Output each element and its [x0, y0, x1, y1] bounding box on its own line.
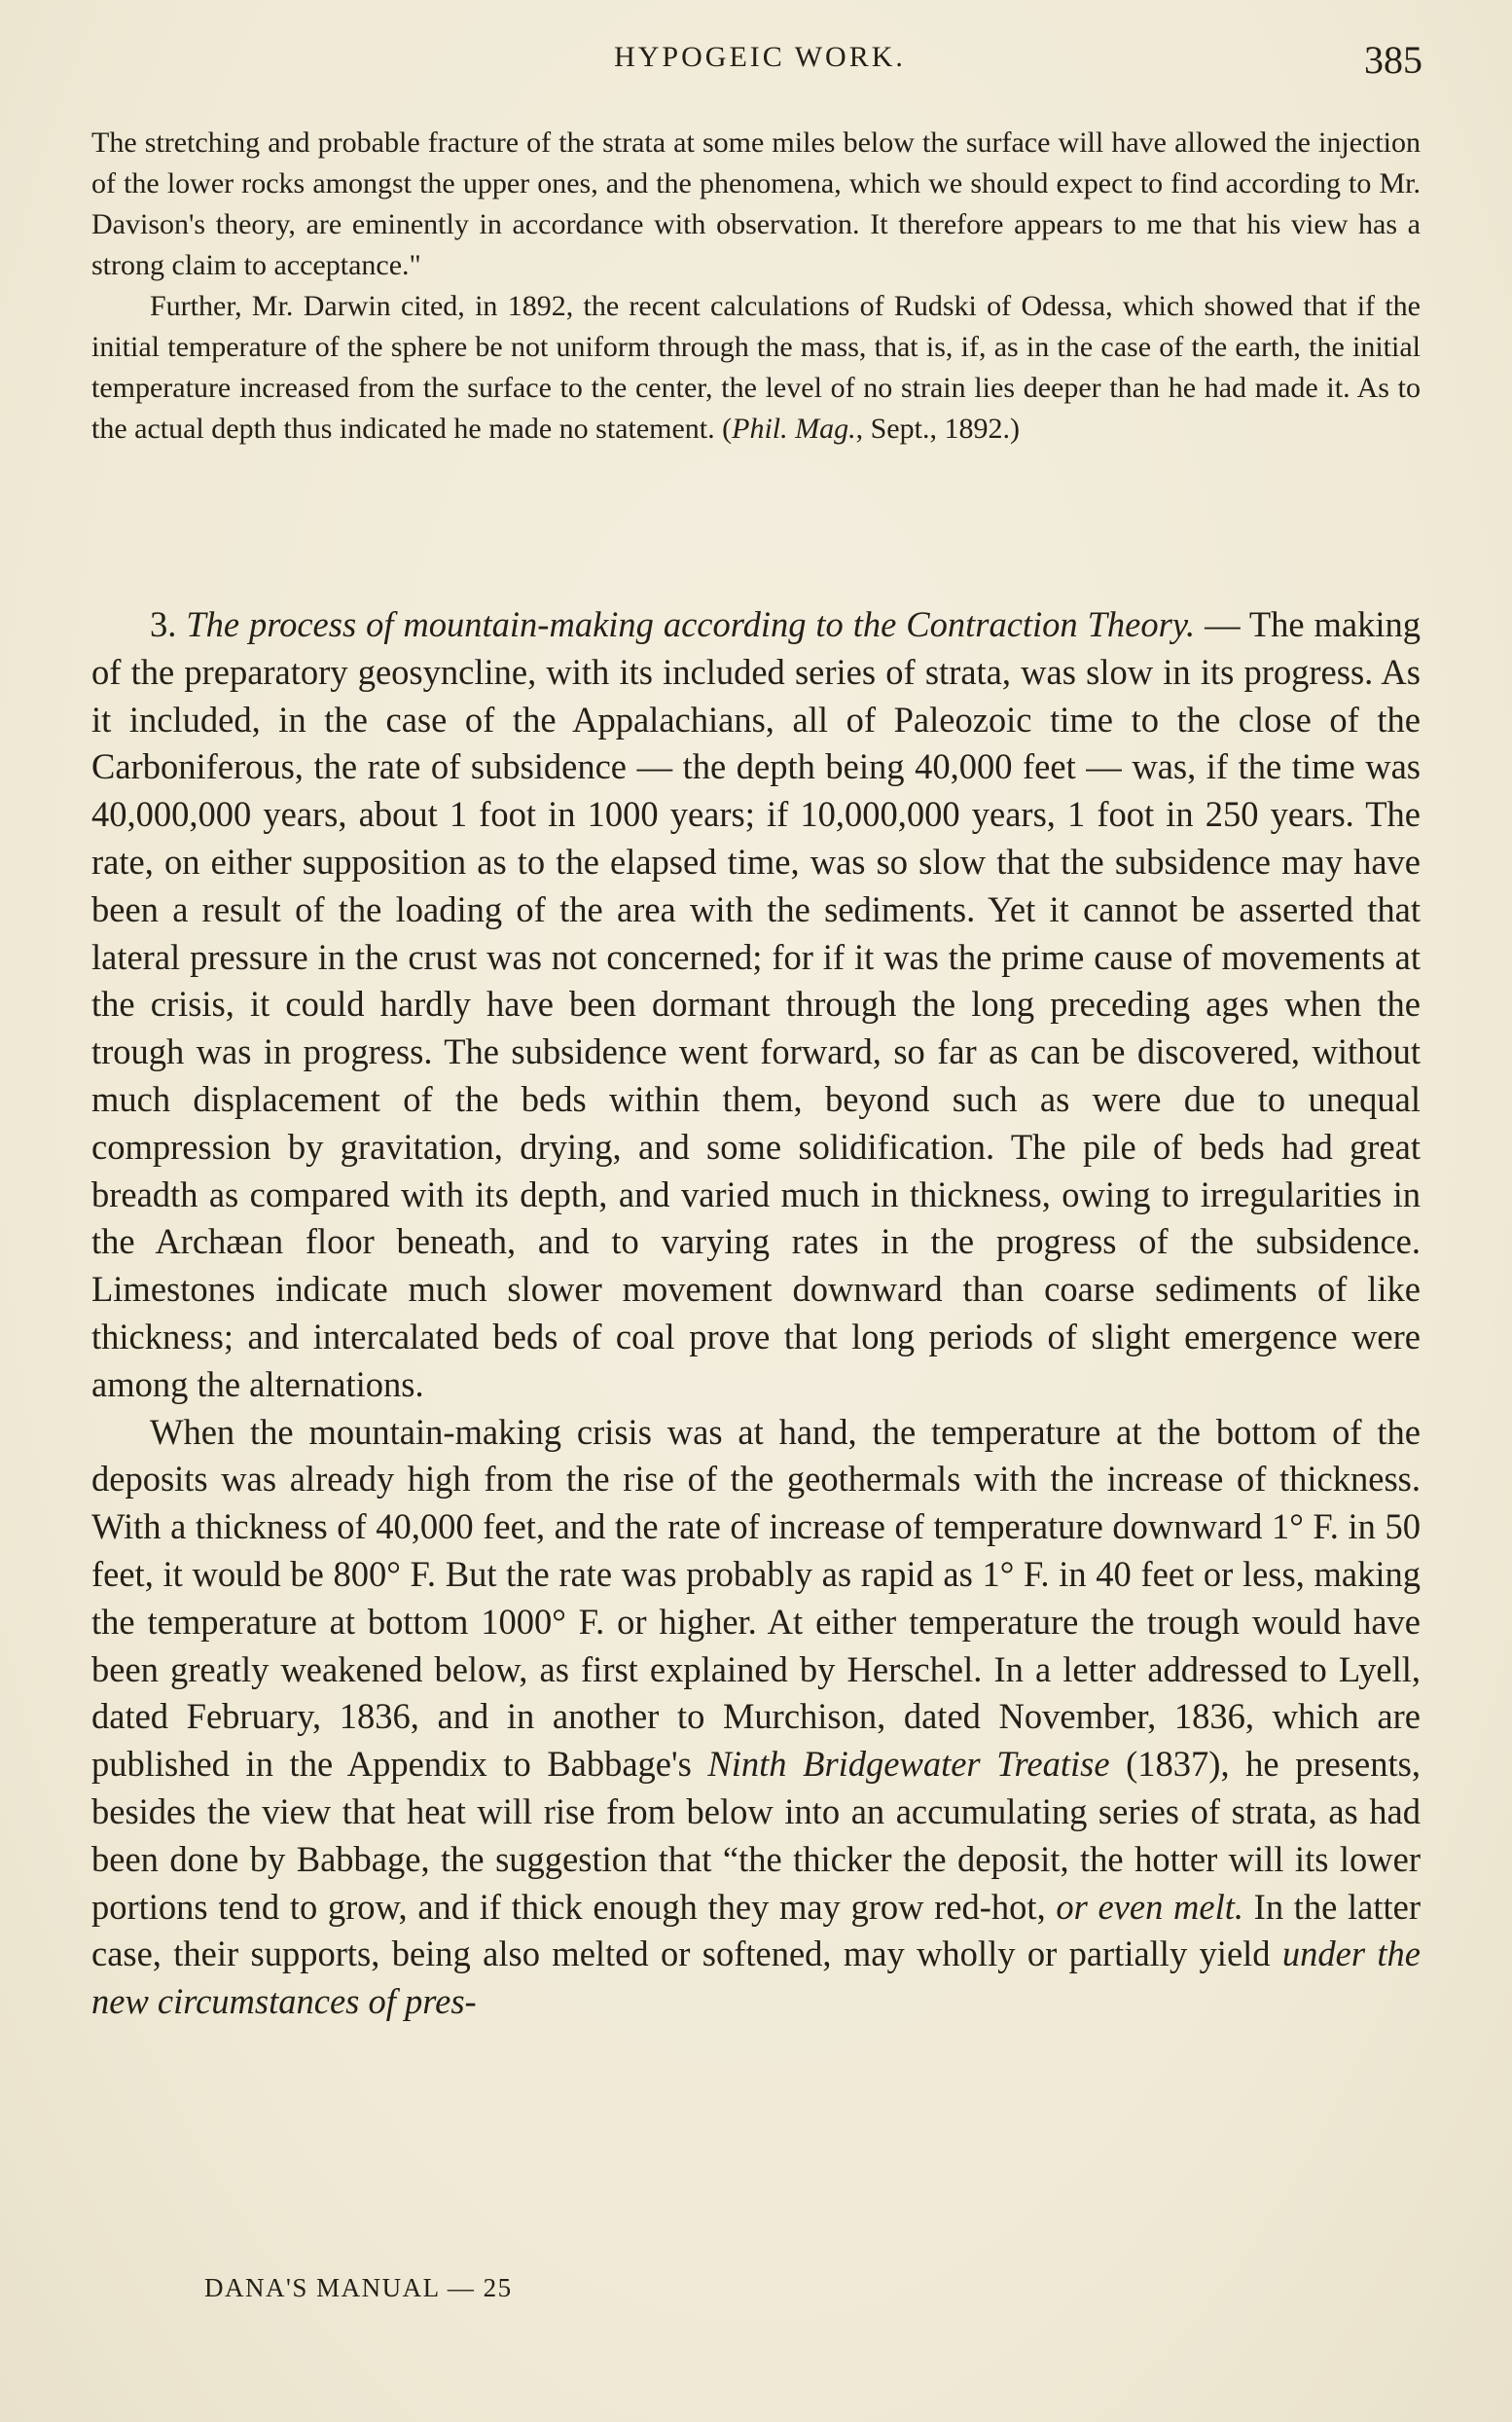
running-head	[91, 37, 1428, 86]
page-number: 385	[1364, 38, 1422, 82]
quote-paragraph-2-text-a: Further, Mr. Darwin cited, in 1892, the recent calculations of Rudski of Odessa, which showed that if the initial temperature of the sphere be not uniform through the mass, that is, if, as in the case of the earth, the initial temperature increased from the surface to the center, the level of no strain lies deeper than he had made it. As to the actual depth thus indicated he made no statement. (	[91, 290, 1421, 445]
emphasis-or-even-melt: or even melt.	[1056, 1886, 1243, 1927]
quote-paragraph-1	[91, 123, 1421, 286]
quotation-block	[91, 123, 1421, 450]
section-paragraph-2	[91, 1409, 1421, 2026]
section-paragraph-2-text-b: (1837), he presents, besides the view that heat will rise from below into an accumulating series of strata, as had been done by Babbage, the suggestion that “the thicker the deposit, the hotter will its lower portions tend to grow, and if thick enough they may grow red-hot,	[91, 1744, 1421, 1927]
section-paragraph-2-text-a: When the mountain-making crisis was at hand, the temperature at the bottom of the deposits was already high from the rise of the geothermals with the increase of thickness. With a thickness of 40,000 feet, and the rate of increase of temperature downward 1° F. in 50 feet, it would be 800° F. But the rate was probably as rapid as 1° F. in 40 feet or less, making the temperature at bottom 1000° F. or higher. At either temperature the trough would have been greatly weakened below, as first explained by Herschel. In a letter addressed to Lyell, dated February, 1836, and in another to Murchison, dated November, 1836, which are published in the Appendix to Babbage's	[91, 1411, 1421, 1785]
quote-paragraph-1-text: The stretching and probable fracture of the strata at some miles below the surface will have allowed the injection of the lower rocks amongst the upper ones, and the phenomena, which we should expect to find according to Mr. Davison's theory, are eminently in accordance with observation. It therefore appears to me that his view has a strong claim to acceptance."	[91, 127, 1421, 281]
quote-paragraph-2-text-b: , Sept., 1892.)	[855, 413, 1020, 445]
running-title: HYPOGEIC WORK.	[614, 41, 906, 73]
quote-paragraph-2	[91, 286, 1421, 450]
section-paragraph-1	[91, 601, 1421, 1409]
signature-mark: DANA'S MANUAL — 25	[204, 2273, 513, 2302]
citation-journal: Phil. Mag.	[732, 413, 856, 445]
section-paragraph-1-text: The making of the preparatory geosyncline, with its included series of strata, was slow in its progress. As it included, in the case of the Appalachians, all of Paleozoic time to the close of the Carboniferous, the rate of subsidence — the depth being 40,000 feet — was, if the time was 40,000,000 years, about 1 foot in 1000 years; if 10,000,000 years, 1 foot in 250 years. The rate, on either supposition as to the elapsed time, was so slow that the subsidence may have been a result of the loading of the area with the sediments. Yet it cannot be asserted that lateral pressure in the crust was not concerned; for if it was the prime cause of movements at the crisis, it could hardly have been dormant through the long preceding ages when the trough was in progress. The subsidence went forward, so far as can be discovered, without much displacement of the beds within them, beyond such as were due to unequal compression by gravitation, drying, and some solidification. The pile of beds had great breadth as compared with its depth, and varied much in thickness, owing to irregularities in the Archæan floor beneath, and to varying rates in the progress of the subsidence. Limestones indicate much slower movement downward than coarse sediments of like thickness; and intercalated beds of coal prove that long periods of slight emergence were among the alternations.	[91, 604, 1422, 1404]
section-heading: The process of mountain-making according to the Contraction Theory.	[186, 604, 1196, 644]
section-body	[91, 601, 1421, 2026]
treatise-title: Ninth Bridgewater Treatise	[707, 1744, 1110, 1785]
section-heading-dash: —	[1195, 604, 1249, 644]
section-paragraph-2-text-c: In the latter case, their supports, being also melted or softened, may wholly or partially yield	[91, 1886, 1421, 1974]
emphasis-new-circumstances: under the new circumstances of pres-	[91, 1934, 1421, 2022]
section-number: 3.	[150, 604, 177, 644]
